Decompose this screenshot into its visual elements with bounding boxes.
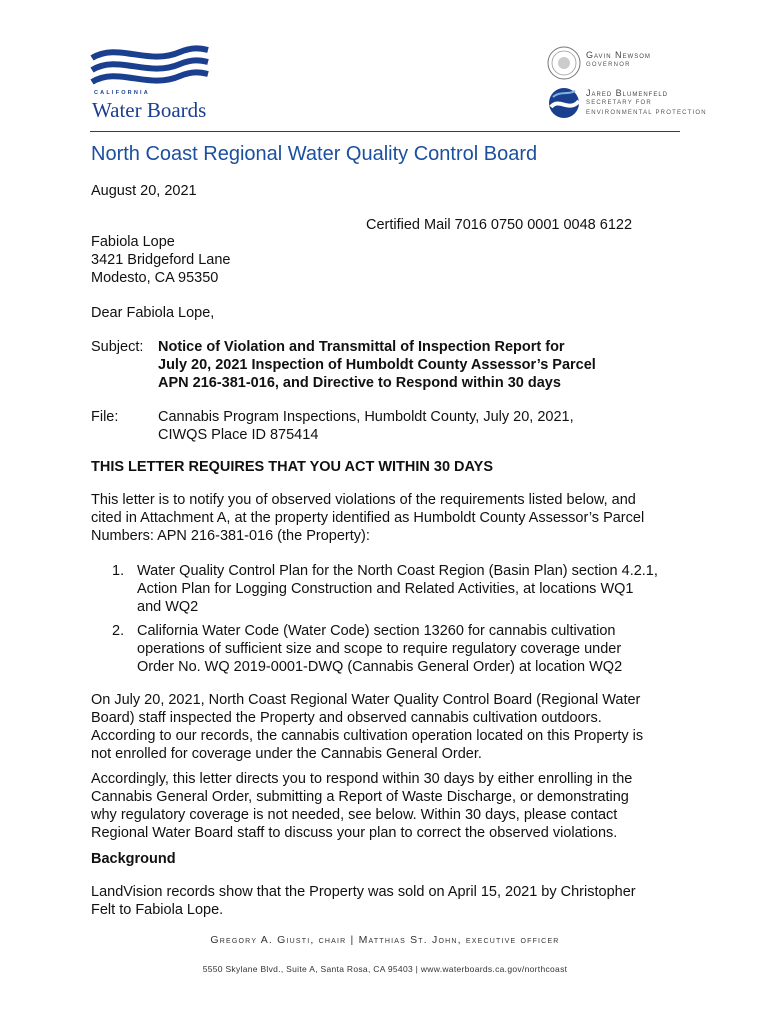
paragraph-line: On July 20, 2021, North Coast Regional Water Quality Control Board (Regional Water: [91, 692, 641, 708]
paragraph-line: not enrolled for coverage under the Cannabis General Order.: [91, 746, 482, 762]
salutation: Dear Fabiola Lope,: [91, 305, 215, 321]
recipient-street: 3421 Bridgeford Lane: [91, 252, 231, 268]
header-divider: [90, 131, 680, 132]
subject-text: [158, 338, 596, 392]
secretary-title-2: ENVIRONMENTAL PROTECTION: [586, 110, 707, 116]
paragraph-line: This letter is to notify you of observed violations of the requirements listed below, and: [91, 492, 636, 508]
paragraph-line: LandVision records show that the Property was sold on April 15, 2021 by Christopher: [91, 884, 636, 900]
file-line: CIWQS Place ID 875414: [158, 427, 319, 443]
logo-name-text: Water Boards: [92, 98, 207, 122]
violation-number: 2.: [112, 623, 125, 639]
paragraph-line: Numbers: APN 216-381-016 (the Property):: [91, 528, 370, 544]
file-text: [158, 408, 574, 444]
recipient-name: Fabiola Lope: [91, 234, 175, 250]
governor-name: Gavin Newsom: [586, 50, 651, 60]
logo-state-text: CALIFORNIA: [94, 90, 150, 96]
secretary-title-1: SECRETARY FOR: [586, 100, 652, 106]
paragraph-line: Cannabis General Order, submitting a Report of Waste Discharge, or demonstrating: [91, 789, 629, 805]
governor-title: GOVERNOR: [586, 62, 631, 68]
intro-paragraph: [91, 491, 644, 545]
violation-line: California Water Code (Water Code) section 13260 for cannabis cultivation: [137, 623, 616, 639]
paragraph-line: Board) staff inspected the Property and observed cannabis cultivation outdoors.: [91, 710, 602, 726]
subject-line: Notice of Violation and Transmittal of Inspection Report for: [158, 339, 565, 355]
paragraph-line: Regional Water Board staff to discuss your plan to correct the observed violations.: [91, 825, 618, 841]
secretary-name: Jared Blumenfeld: [586, 88, 669, 98]
paragraph-line: According to our records, the cannabis cultivation operation located on this Property is: [91, 728, 644, 744]
state-seal-icon: [547, 46, 581, 80]
file-label: File:: [91, 409, 119, 425]
requires-heading: THIS LETTER REQUIRES THAT YOU ACT WITHIN 30 DAYS: [91, 459, 494, 475]
paragraph-line: Felt to Fabiola Lope.: [91, 902, 224, 918]
secretary-block: [586, 88, 707, 118]
inspection-paragraph: [91, 691, 643, 763]
violation-number: 1.: [112, 563, 125, 579]
calepa-logo-icon: [547, 85, 581, 121]
recipient-city: Modesto, CA 95350: [91, 270, 219, 286]
violation-line: Order No. WQ 2019-0001-DWQ (Cannabis General Order) at location WQ2: [137, 659, 623, 675]
letter-date: August 20, 2021: [91, 183, 197, 199]
subject-line: APN 216-381-016, and Directive to Respond within 30 days: [158, 375, 561, 391]
paragraph-line: cited in Attachment A, at the property identified as Humboldt County Assessor’s Parcel: [91, 510, 645, 526]
directive-paragraph: [91, 770, 632, 842]
governor-block: [586, 50, 651, 70]
paragraph-line: why regulatory coverage is not needed, see below. Within 30 days, please contact: [91, 807, 618, 823]
subject-label: Subject:: [91, 339, 144, 355]
waves-icon: [88, 44, 218, 92]
paragraph-line: Accordingly, this letter directs you to respond within 30 days by either enrolling in the: [91, 771, 633, 787]
violation-line: Water Quality Control Plan for the North Coast Region (Basin Plan) section 4.2.1,: [137, 563, 658, 579]
violation-line: Action Plan for Logging Construction and Related Activities, at locations WQ1: [137, 581, 634, 597]
subject-line: July 20, 2021 Inspection of Humboldt County Assessor’s Parcel: [158, 357, 596, 373]
water-boards-logo: [88, 44, 218, 124]
recipient-address: [91, 233, 230, 287]
violation-line: and WQ2: [137, 599, 199, 615]
footer-address: 5550 Skylane Blvd., Suite A, Santa Rosa, CA 95403 | www.waterboards.ca.gov/northcoast: [202, 964, 568, 974]
board-name-heading: North Coast Regional Water Quality Control Board: [91, 143, 538, 165]
file-line: Cannabis Program Inspections, Humboldt County, July 20, 2021,: [158, 409, 574, 425]
footer-officers: Gregory A. Giusti, chair | Matthias St. John, executive officer: [210, 934, 560, 946]
certified-mail: Certified Mail 7016 0750 0001 0048 6122: [366, 217, 633, 233]
violation-line: operations of sufficient size and scope to require regulatory coverage under: [137, 641, 622, 657]
background-paragraph: [91, 883, 636, 919]
background-heading: Background: [91, 851, 176, 867]
